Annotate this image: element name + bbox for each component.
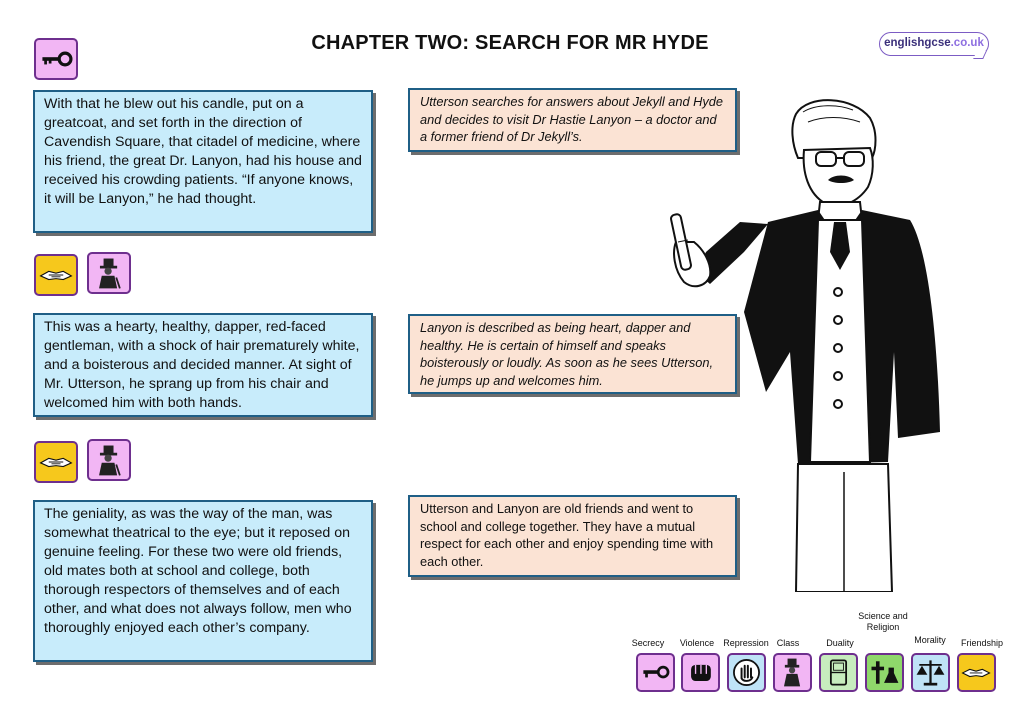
legend-label-repression: Repression <box>723 638 769 648</box>
page-title: CHAPTER TWO: SEARCH FOR MR HYDE <box>311 32 709 54</box>
logo-tld: .co.uk <box>950 37 984 49</box>
quote-box-1 <box>33 90 373 233</box>
legend-label-morality: Morality <box>914 635 946 645</box>
top-hat-gentleman-icon <box>773 653 812 692</box>
englishgcse-logo[interactable] <box>879 32 989 56</box>
note-text-1: Utterson searches for answers about Jekyll and Hyde and decides to visit Dr Hastie Lanyon – a doctor and a former friend of Dr Jekyll’s. <box>420 94 724 144</box>
legend-label-science-religion: Science and Religion <box>858 611 908 632</box>
legend-label-friendship: Friendship <box>960 638 1004 648</box>
quote-text-2: This was a hearty, healthy, dapper, red-faced gentleman, with a shock of hair prematurely white, and a boisterous and decided manner. At sight of Mr. Utterson, he sprang up from his chair and welcomed him with both hands. <box>44 319 360 411</box>
note-text-2: Lanyon is described as being heart, dapper and healthy. He is certain of himself and speaks boisterously or loudly. As soon as he sees Utterson, he jumps up and welcomes him. <box>420 320 714 388</box>
quote-box-3 <box>33 500 373 662</box>
quote-text-1: With that he blew out his candle, put on a greatcoat, and set forth in the direction of Cavendish Square, that citadel of medicine, where his friend, the great Dr. Lanyon, had his house and received his crowding patients. “If anyone knows, it will be Lanyon,” he had thought. <box>44 96 362 207</box>
cross-flask-icon <box>865 653 904 692</box>
handshake-icon <box>957 653 996 692</box>
logo-name: englishgcse <box>884 37 951 49</box>
legend-label-class: Class <box>776 638 800 648</box>
quote-text-3: The geniality, as was the way of the man, was somewhat theatrical to the eye; but it reposed on genuine feeling. For these two were old friends, old mates both at school and college, both thorough respectors of themselves and of each other, and what does not always follow, men who thoroughly enjoyed each other’s company. <box>44 506 352 636</box>
key-icon <box>636 653 675 692</box>
logo-speech-tail <box>973 51 987 59</box>
scales-icon <box>911 653 950 692</box>
quote-box-2 <box>33 313 373 417</box>
fist-icon <box>681 653 720 692</box>
mirror-icon <box>819 653 858 692</box>
top-hat-gentleman-icon <box>87 252 131 294</box>
handshake-icon <box>34 254 78 296</box>
top-hat-gentleman-icon <box>87 439 131 481</box>
dr-lanyon-illustration <box>648 92 948 592</box>
legend-label-duality: Duality <box>826 638 854 648</box>
legend-label-violence: Violence <box>679 638 715 648</box>
key-icon <box>34 38 78 80</box>
stop-hand-icon <box>727 653 766 692</box>
legend-label-secrecy: Secrecy <box>631 638 665 648</box>
handshake-icon <box>34 441 78 483</box>
note-text-3: Utterson and Lanyon are old friends and went to school and college together. They have a mutual respect for each other and enjoy spending time with each other. <box>420 501 714 569</box>
